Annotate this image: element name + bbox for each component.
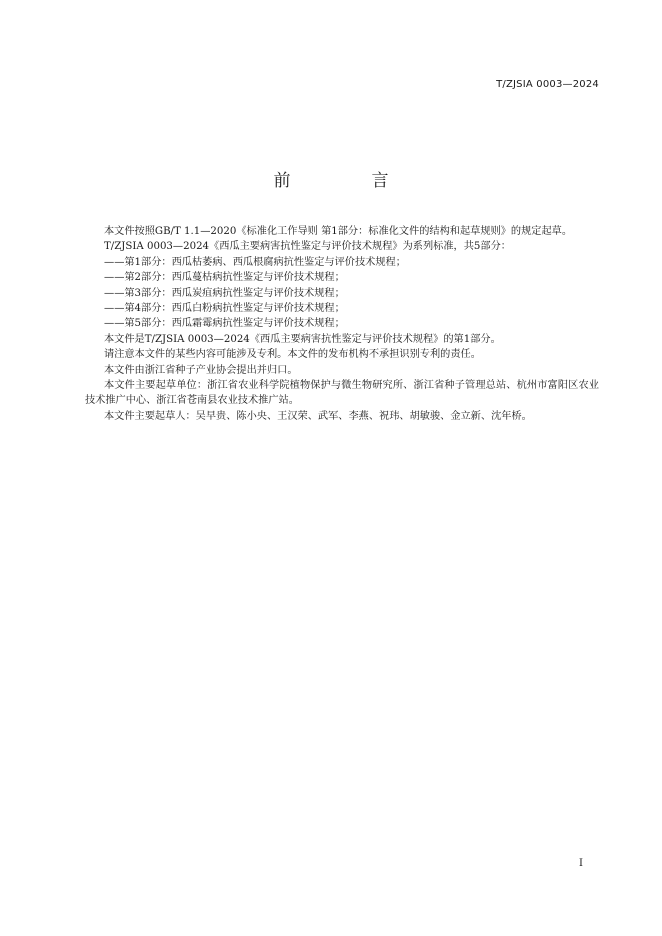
paragraph-drafting-rules: 本文件按照GB/T 1.1—2020《标准化工作导则 第1部分：标准化文件的结构和起草规则》的规定起草。 bbox=[104, 226, 573, 237]
paragraph-part-statement: 本文件是T/ZJSIA 0003—2024《西瓜主要病害抗性鉴定与评价技术规程》的第1部分。 bbox=[104, 333, 501, 345]
list-item-part-5: ——第5部分：西瓜霜霉病抗性鉴定与评价技术规程； bbox=[104, 318, 345, 330]
list-item-part-3: ——第3部分：西瓜炭疽病抗性鉴定与评价技术规程； bbox=[104, 287, 345, 299]
list-item-part-2: ——第2部分：西瓜蔓枯病抗性鉴定与评价技术规程； bbox=[104, 272, 345, 284]
page-number: I bbox=[579, 858, 583, 869]
page-title: 前 言 bbox=[273, 171, 421, 191]
list-item-part-1: ——第1部分：西瓜枯萎病、西瓜根腐病抗性鉴定与评价技术规程； bbox=[104, 256, 406, 268]
paragraph-series-intro: T/ZJSIA 0003—2024《西瓜主要病害抗性鉴定与评价技术规程》为系列标准，共5部分： bbox=[104, 241, 511, 253]
foreword-body bbox=[85, 224, 599, 424]
paragraph-proposer: 本文件由浙江省种子产业协会提出并归口。 bbox=[104, 364, 298, 376]
document-code: T/ZJSIA 0003—2024 bbox=[496, 79, 599, 90]
list-item-part-4: ——第4部分：西瓜白粉病抗性鉴定与评价技术规程； bbox=[104, 303, 345, 315]
paragraph-drafters: 本文件主要起草人：吴早贵、陈小央、王汉荣、武军、李燕、祝玮、胡敏骏、金立新、沈年桥。 bbox=[104, 410, 532, 422]
paragraph-patent-notice: 请注意本文件的某些内容可能涉及专利。本文件的发布机构不承担识别专利的责任。 bbox=[104, 349, 481, 361]
paragraph-drafting-units: 本文件主要起草单位：浙江省农业科学院植物保护与微生物研究所、浙江省种子管理总站、杭州市富阳区农业技术推广中心、浙江省苍南县农业技术推广站。 bbox=[85, 380, 599, 407]
